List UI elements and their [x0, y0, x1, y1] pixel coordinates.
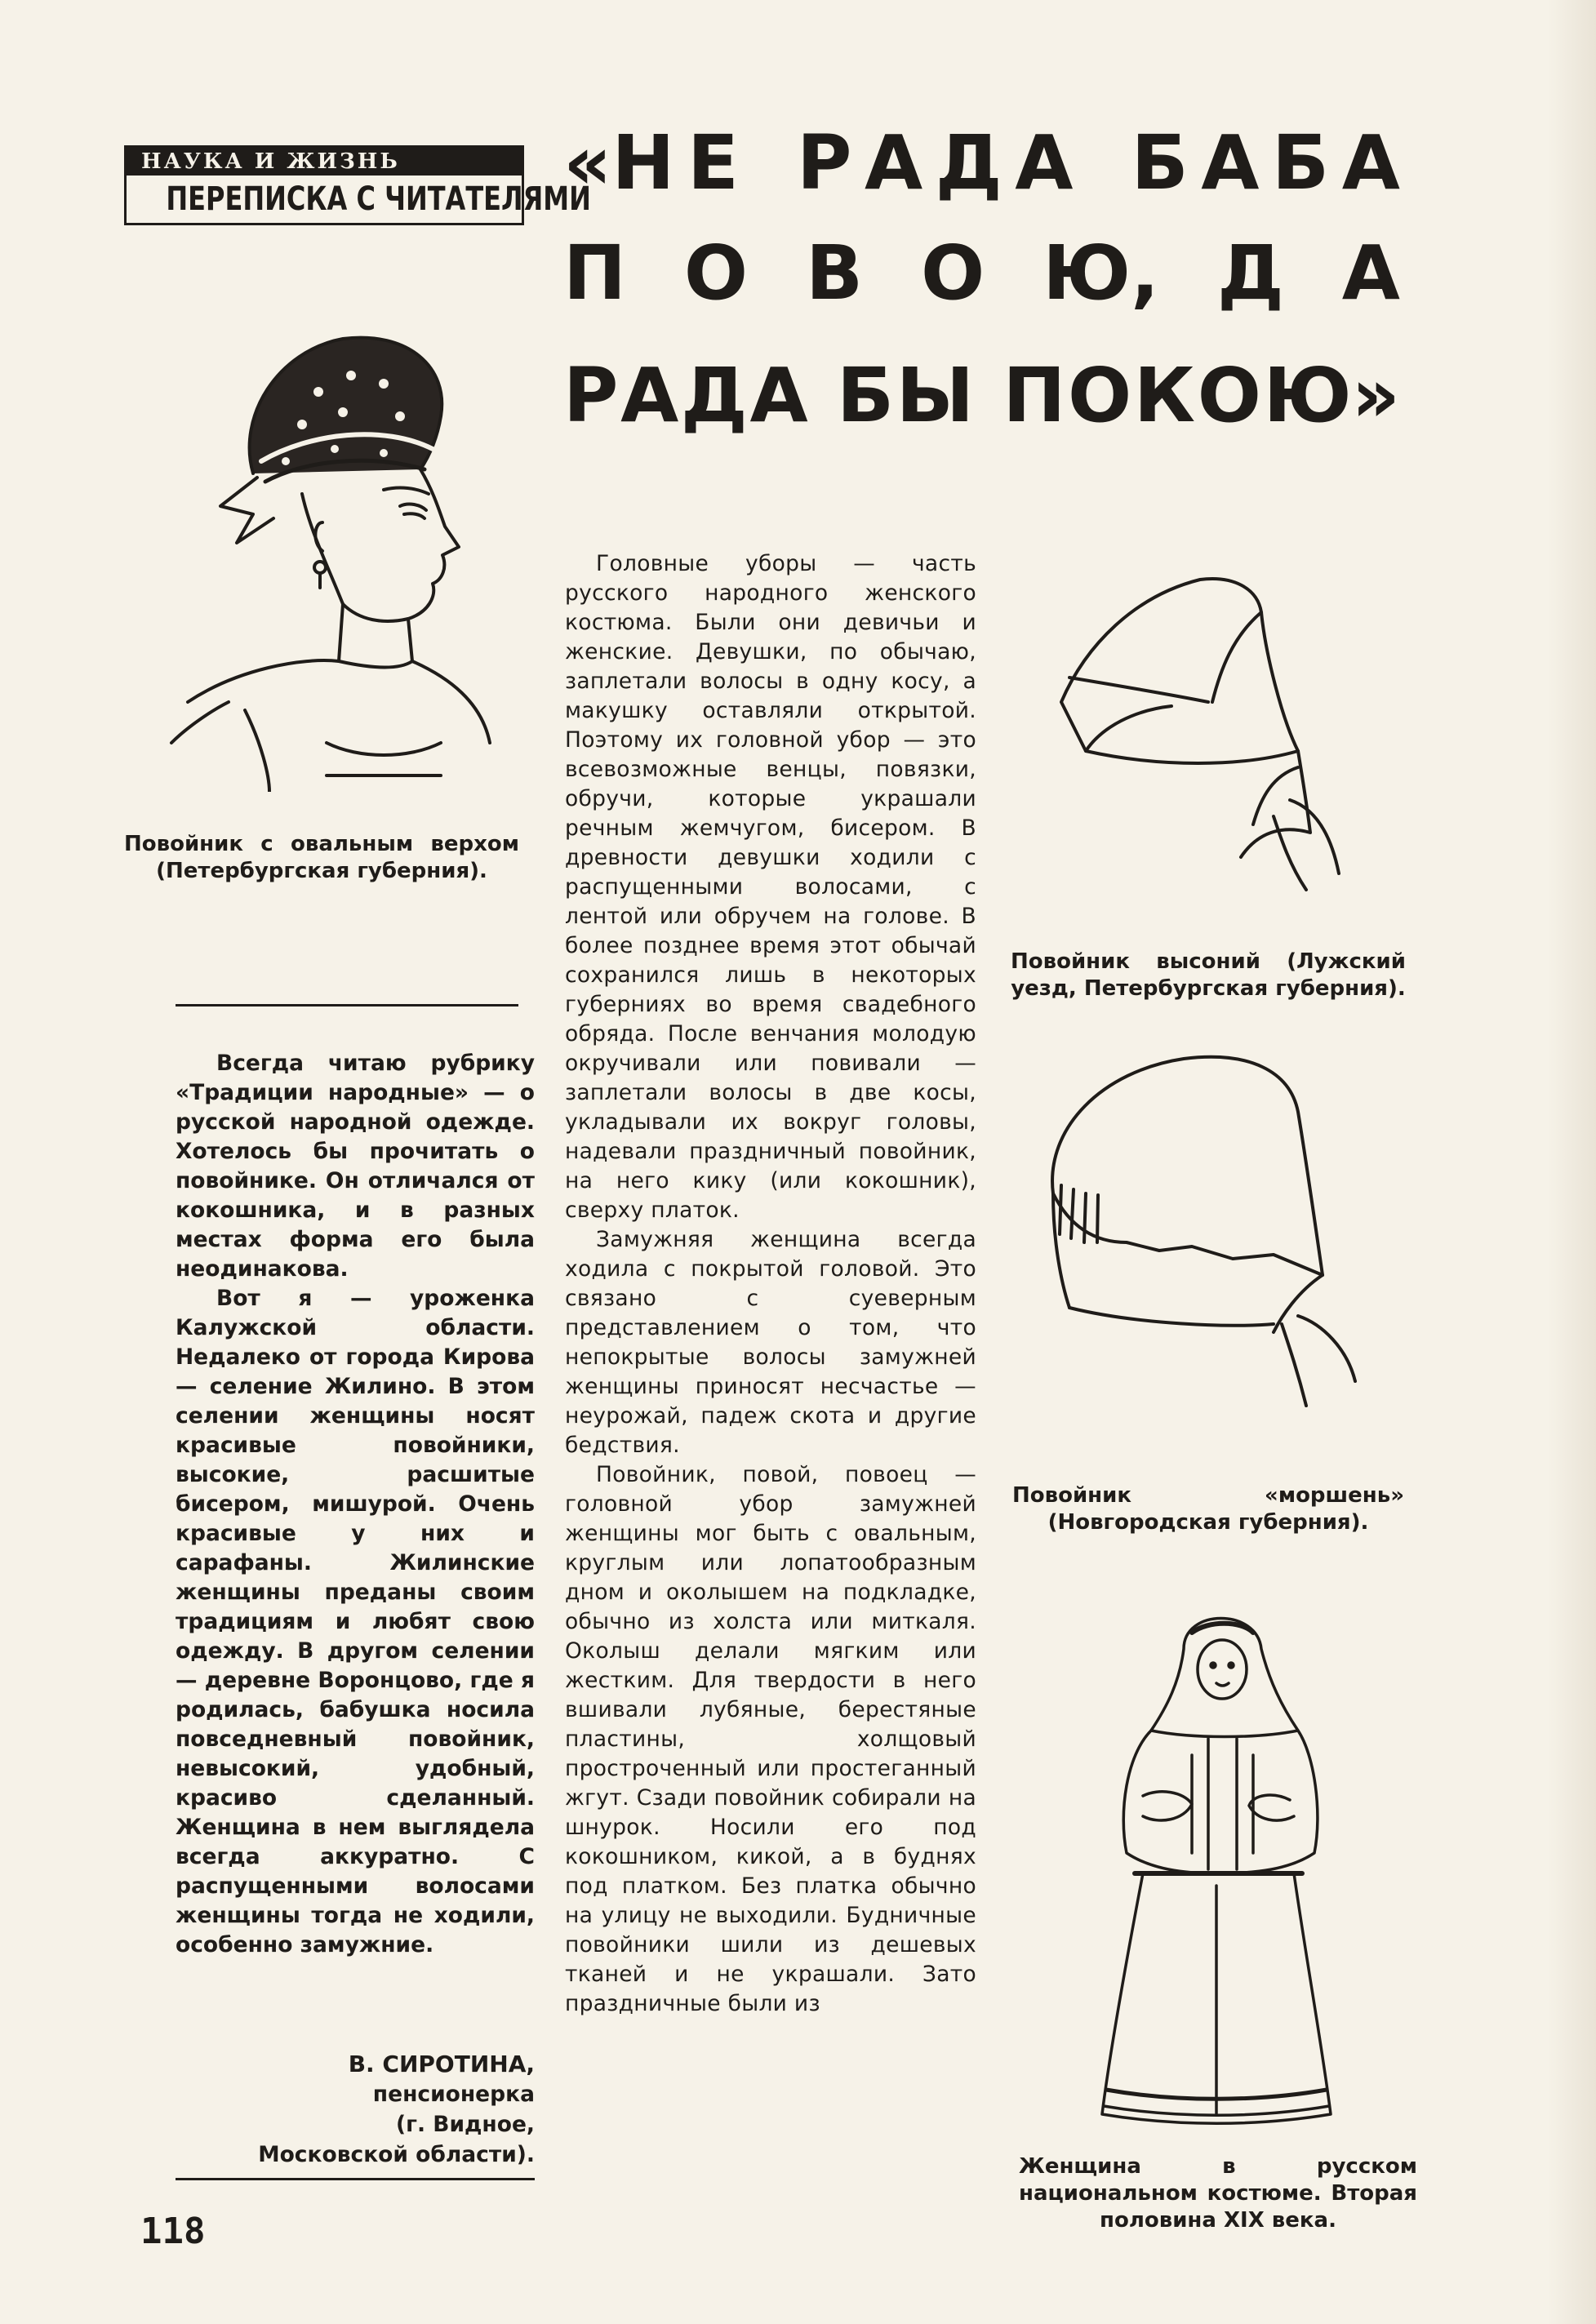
title-letter: Р	[563, 352, 619, 439]
caption-oval-povoinik: Повойник с овальным верхом (Петербургская губерния).	[124, 832, 519, 883]
illustration-woman-oval-povoinik	[139, 318, 498, 792]
title-letter: А	[864, 119, 923, 207]
title-letter: А	[1341, 119, 1400, 207]
title-letter: О	[683, 229, 749, 317]
caption-morshen-povoinik: Повойник «моршень» (Новгородская губерния).	[1012, 1483, 1404, 1535]
rubric-magazine-name: НАУКА И ЖИЗНЬ	[127, 148, 522, 176]
title-line-3	[563, 352, 1400, 439]
title-letter: Ю,	[1043, 229, 1160, 317]
article-paragraph: Замужняя женщина всегда ходила с покрытой головой. Это связано с суеверным представлением о том, что непокрытые волосы замужней женщины приносят несчастье — неурожай, падеж скота и другие бедствия.	[565, 1227, 976, 1458]
signature-name: В. СИРОТИНА,	[348, 2051, 535, 2077]
title-letter: А	[1341, 229, 1400, 317]
title-letter: Е	[687, 119, 739, 207]
title-letter: К	[1133, 352, 1196, 439]
title-letter: Д	[680, 352, 748, 439]
title-letter: Р	[796, 119, 852, 207]
title-letter: Д	[935, 119, 1003, 207]
title-line-2	[563, 229, 1400, 317]
title-letter: Б	[836, 352, 895, 439]
title-letter: В	[806, 229, 864, 317]
page-edge-shadow	[1547, 0, 1596, 2324]
title-line-1	[563, 119, 1400, 207]
title-letter: О	[921, 229, 985, 317]
title-letter: П	[563, 229, 626, 317]
title-letter: Б	[1131, 119, 1189, 207]
title-letter: А	[1015, 119, 1074, 207]
illustration-woman-in-costume	[1094, 1592, 1339, 2131]
reader-letter	[176, 1049, 535, 1960]
title-letter: Б	[1272, 119, 1330, 207]
article-paragraph: Повойник, повой, повоец — головной убор замужней женщины мог быть с овальным, круглым или лопатообразным дном и околышем на подкладке, обычно из холста или миткаля. Околыш делали мягким или жестким. Для твердости в него вшивали лубяные, берестяные пластины, холщовый простроченный или простеганный жгут. Сзади повойник собирали на шнурок. Носили его под кокошником, кикой, а в буднях под платком. Без платка обычно на улицу не выходили. Будничные повойники шили из дешевых тканей и не украшали. Зато праздничные были из	[565, 1462, 976, 2016]
illustration-vysoky-povoinik	[1037, 563, 1380, 906]
title-letter: А	[620, 352, 679, 439]
title-letter: Ы	[896, 352, 975, 439]
divider-top	[176, 1004, 518, 1006]
letter-signature	[176, 2049, 535, 2170]
caption-vysoky-povoinik: Повойник высоний (Лужский уезд, Петербургская губерния).	[1011, 949, 1406, 1001]
title-letter: А	[1201, 119, 1260, 207]
signature-region: Московской области).	[258, 2142, 535, 2167]
title-letter: О	[1197, 352, 1261, 439]
title-letter: А	[749, 352, 808, 439]
letter-paragraph: Вот я — уроженка Калужской области. Недалеко от города Кирова — селение Жилино. В этом селении женщины носят красивые повойники, высокие, расшитые бисером, мишурой. Очень красивые у них и сарафаны. Жилинские женщины преданы своим традициям и любят свою одежду. В другом селении — деревне Воронцово, где я родилась, бабушка носила повседневный повойник, невысокий, удобный, красиво сделанный. Женщина в нем выглядела всегда аккуратно. С распущенными волосами женщины тогда не ходили, особенно замужние.	[176, 1286, 535, 1957]
signature-role: пенсионерка	[372, 2082, 535, 2107]
letter-paragraph: Всегда читаю рубрику «Традиции народные» — о русской народной одежде. Хотелось бы прочитать о повойнике. Он отличался от кокошника, и в разных местах форма его была неодинакова.	[176, 1051, 535, 1282]
illustration-morshen-povoinik	[1037, 1046, 1380, 1438]
title-letter: П	[1003, 352, 1066, 439]
caption-woman-costume: Женщина в русском национальном костюме. Вторая половина XIX века.	[1019, 2154, 1417, 2233]
article-paragraph: Головные уборы — часть русского народного женского костюма. Были они девичьи и женские. Девушки, по обычаю, заплетали волосы в одну косу, а макушку оставляли открытой. Поэтому их головной убор — это всевозможные венцы, повязки, обручи, которые украшали речным жемчугом, бисером. В древности девушки ходили с распущенными волосами, с лентой или обручем на голове. В более позднее время этот обычай сохранился лишь в некоторых губерниях во время свадебного обряда. После венчания молодую окручивали или повивали — заплетали волосы в две косы, укладывали их вокруг головы, надевали праздничный повойник, на него кику (или кокошник), сверху платок.	[565, 551, 976, 1223]
rubric-box	[124, 145, 591, 225]
page-number: 118	[140, 2211, 206, 2252]
article-body	[565, 549, 976, 2019]
title-letter: Д	[1216, 229, 1284, 317]
divider-bottom	[176, 2178, 535, 2180]
title-letter: «Н	[563, 119, 675, 207]
signature-city: (г. Видное,	[396, 2112, 535, 2137]
title-letter: Ю»	[1263, 352, 1400, 439]
title-letter: О	[1068, 352, 1132, 439]
rubric-section-name: ПЕРЕПИСКА С ЧИТАТЕЛЯМИ	[166, 180, 591, 218]
